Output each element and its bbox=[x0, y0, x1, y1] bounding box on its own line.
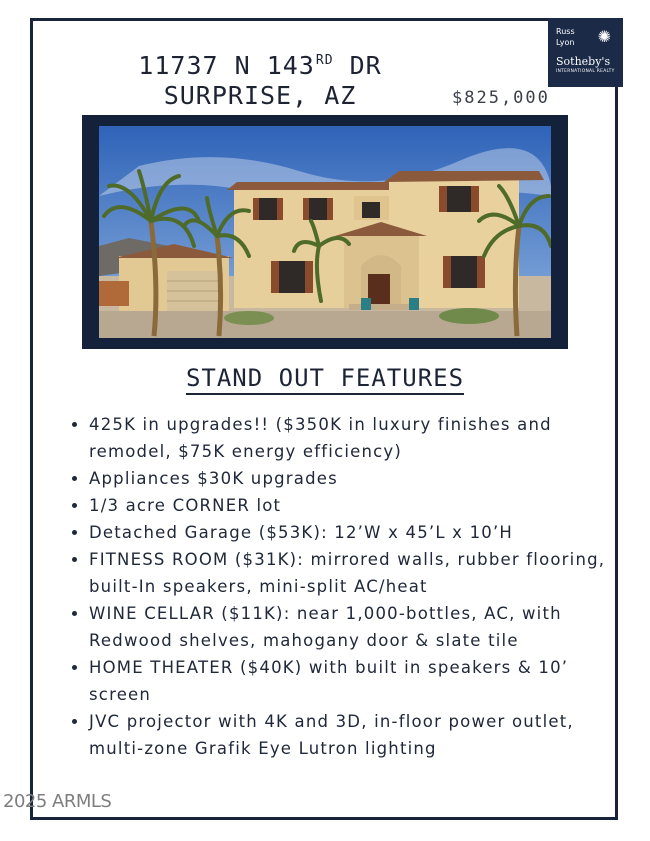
property-photo-frame bbox=[82, 115, 568, 349]
listing-price: $825,000 bbox=[452, 88, 550, 108]
brokerage-logo bbox=[548, 18, 623, 87]
feature-item: • Detached Garage ($53K): 12’W x 45’L x 10’H bbox=[89, 519, 619, 546]
logo-brand: Sotheby's bbox=[556, 55, 611, 68]
feature-item: • FITNESS ROOM ($31K): mirrored walls, rubber flooring, built-In speakers, mini-split AC/heat bbox=[89, 546, 619, 600]
address-line-2: SURPRISE, AZ bbox=[163, 81, 357, 110]
feature-item: • Appliances $30K upgrades bbox=[89, 465, 619, 492]
feature-item: • HOME THEATER ($40K) with built in speakers & 10’ screen bbox=[89, 654, 619, 708]
feature-item: • 1/3 acre CORNER lot bbox=[89, 492, 619, 519]
logo-tagline: INTERNATIONAL REALTY bbox=[556, 69, 615, 74]
feature-item: • JVC projector with 4K and 3D, in-floor power outlet, multi-zone Grafik Eye Lutron lighting bbox=[89, 708, 619, 762]
logo-seal-icon: ✺ bbox=[597, 27, 611, 46]
feature-item: • WINE CELLAR ($11K): near 1,000-bottles, AC, with Redwood shelves, mahogany door & slate tile bbox=[89, 600, 619, 654]
features-heading: STAND OUT FEATURES bbox=[0, 364, 650, 392]
house-photo bbox=[99, 126, 551, 338]
feature-item: • 425K in upgrades!! ($350K in luxury finishes and remodel, $75K energy efficiency) bbox=[89, 411, 619, 465]
logo-line-russ: Russ bbox=[556, 27, 575, 36]
address-line-1: 11737 N 143RD DR bbox=[138, 51, 382, 80]
features-list bbox=[70, 411, 619, 762]
logo-line-lyon: Lyon bbox=[556, 38, 575, 47]
copyright-watermark: 2025 ARMLS bbox=[3, 791, 112, 812]
